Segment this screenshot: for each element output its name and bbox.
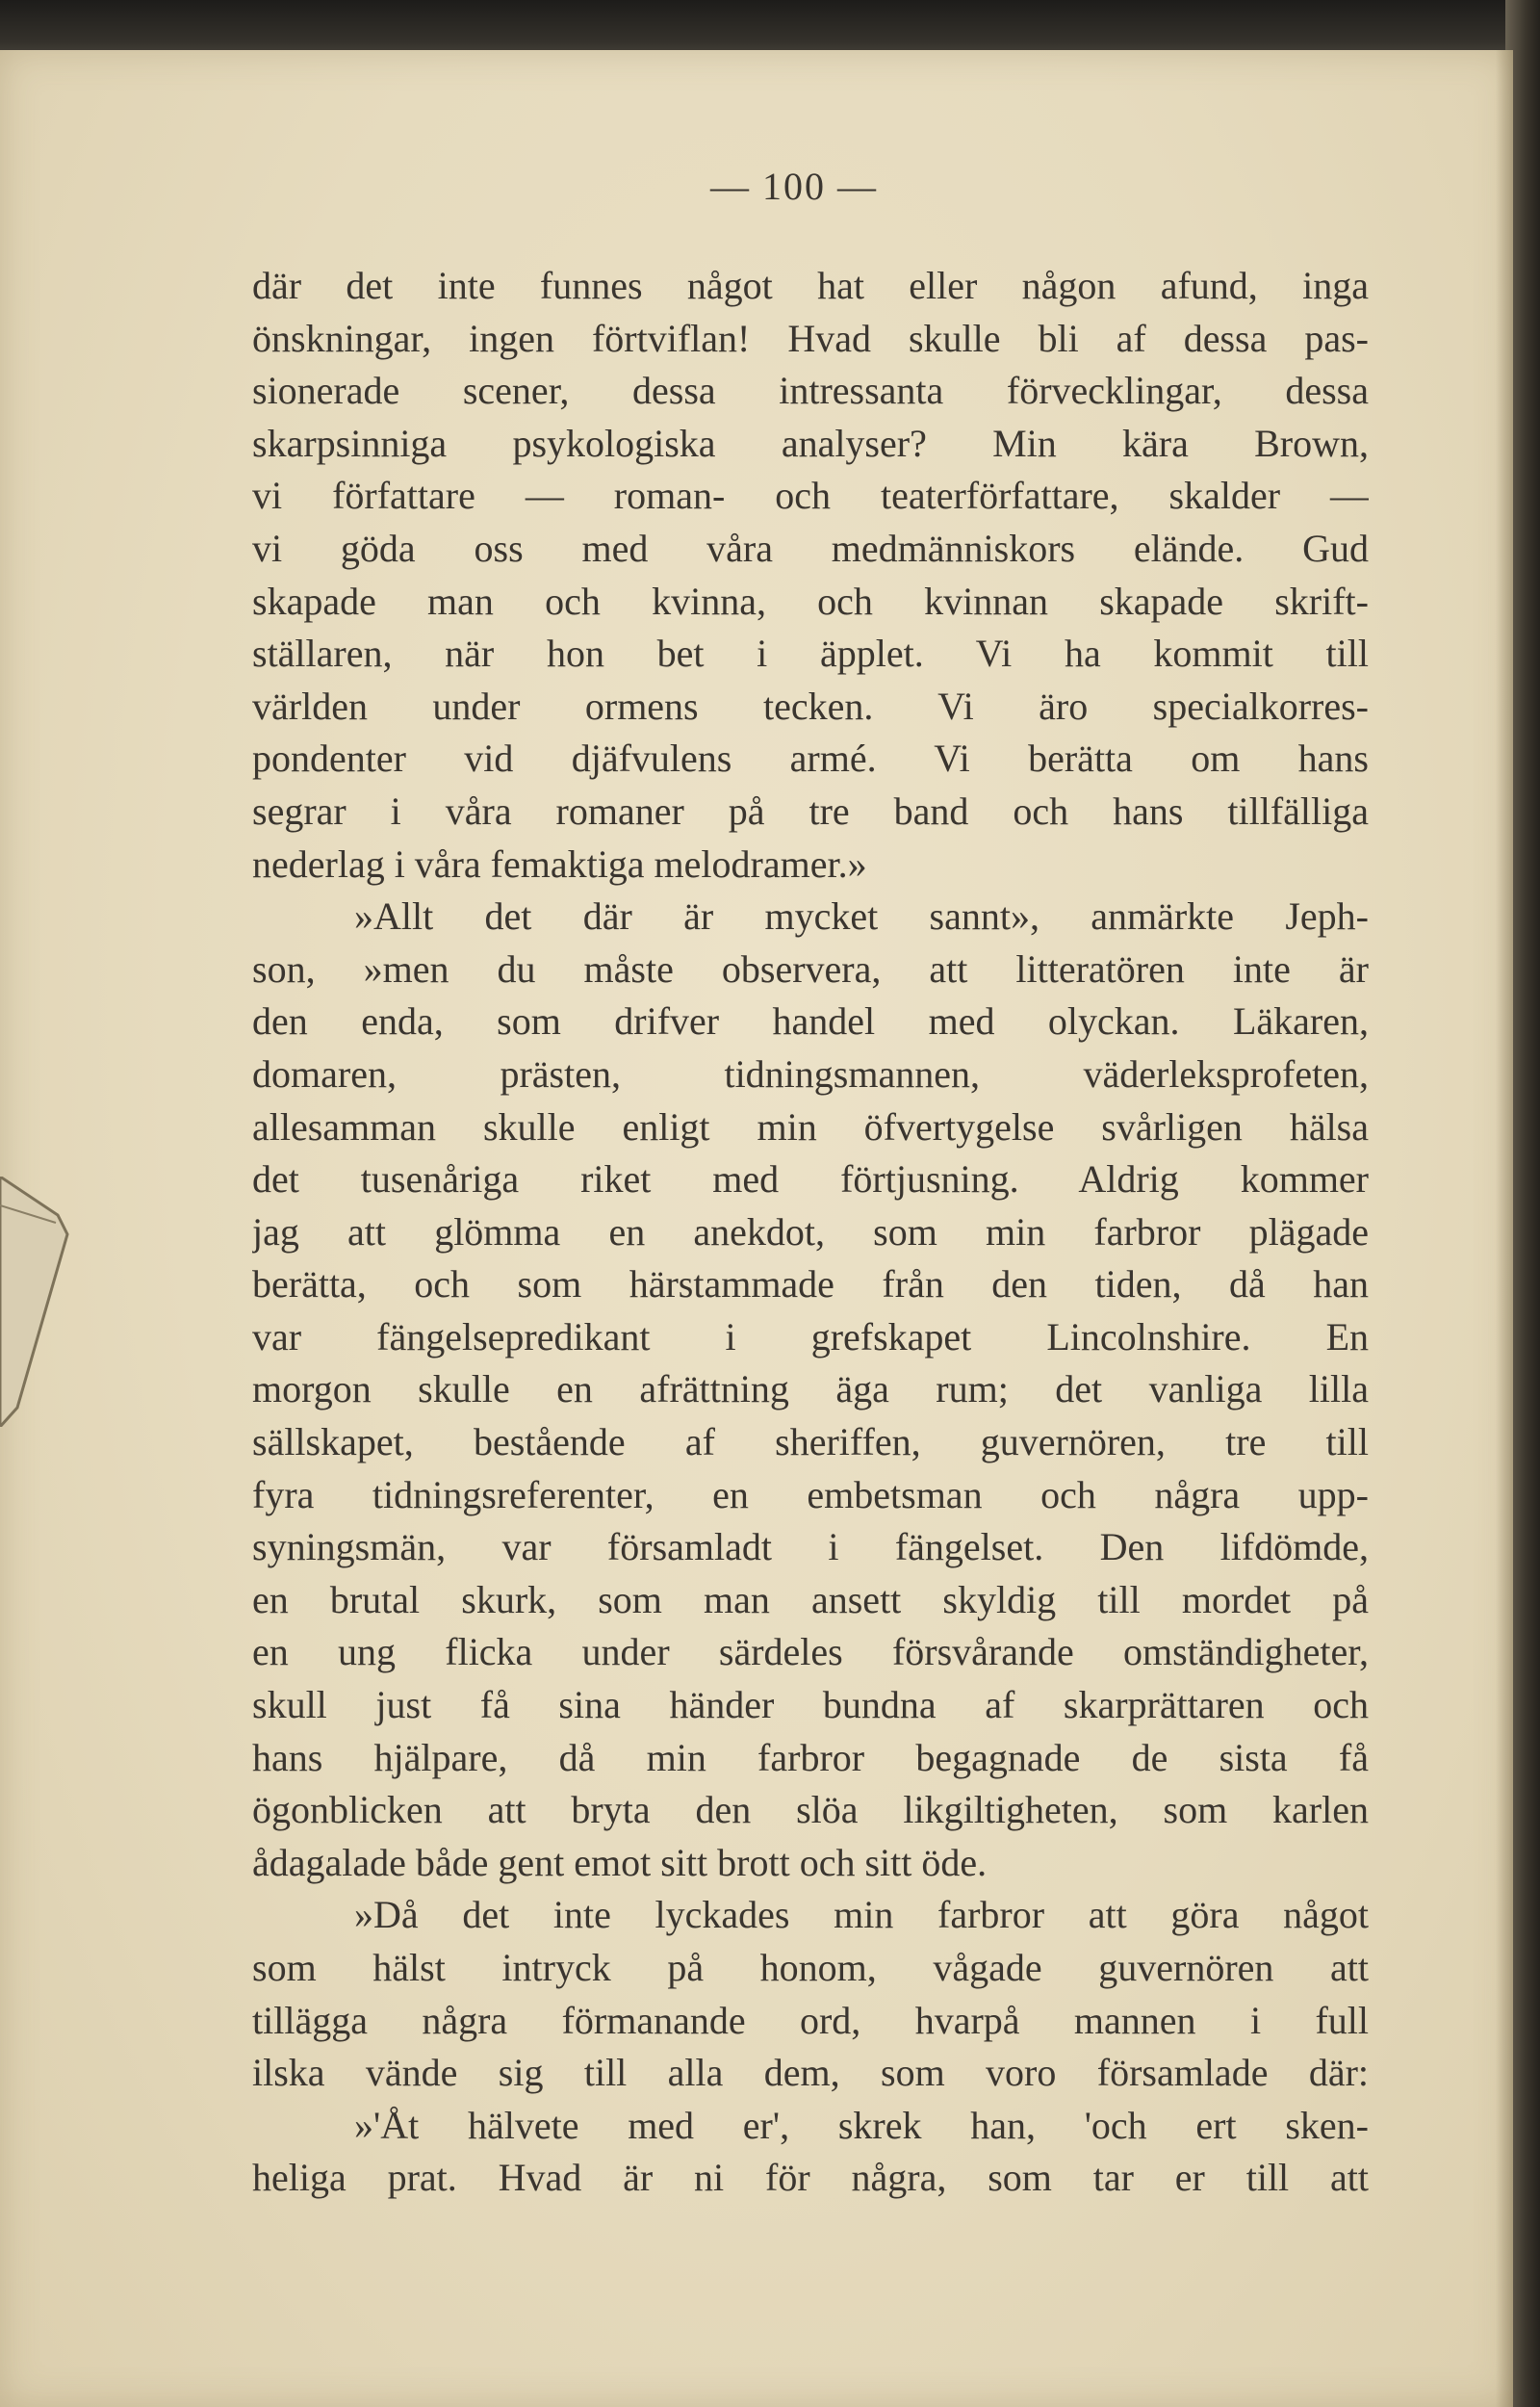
text-line: önskningar, ingen förtviflan! Hvad skulle bli af dessa pas-	[252, 316, 1369, 360]
bookmark-ribbon	[0, 1177, 87, 1427]
text-line: en ung flicka under särdeles försvårande omständigheter,	[252, 1630, 1369, 1674]
text-line: berätta, och som härstammade från den tiden, då han	[252, 1262, 1369, 1307]
text-line: sionerade scener, dessa intressanta förvecklingar, dessa	[252, 369, 1369, 413]
text-line: »Då det inte lyckades min farbror att göra något	[354, 1893, 1369, 1937]
text-line: skull just få sina händer bundna af skarprättaren och	[252, 1683, 1369, 1727]
text-line: världen under ormens tecken. Vi äro specialkorres-	[252, 684, 1369, 728]
text-line: jag att glömma en anekdot, som min farbror plägade	[252, 1209, 1369, 1254]
text-line: segrar i våra romaner på tre band och hans tillfälliga	[252, 789, 1369, 833]
text-line: »Allt det där är mycket sannt», anmärkte Jeph-	[354, 894, 1369, 939]
text-line: morgon skulle en afrättning äga rum; det vanliga lilla	[252, 1367, 1369, 1411]
text-line: en brutal skurk, som man ansett skyldig till mordet på	[252, 1577, 1369, 1621]
text-line: den enda, som drifver handel med olyckan. Läkaren,	[252, 999, 1369, 1044]
text-line: det tusenåriga riket med förtjusning. Aldrig kommer	[252, 1157, 1369, 1202]
text-line: hans hjälpare, då min farbror begagnade de sista få	[252, 1735, 1369, 1779]
text-line: ådagalade både gent emot sitt brott och sitt öde.	[252, 1840, 988, 1884]
text-line: heliga prat. Hvad är ni för några, som tar er till att	[252, 2156, 1369, 2200]
book-page	[0, 50, 1513, 2407]
text-line: pondenter vid djäfvulens armé. Vi berätta om hans	[252, 737, 1369, 781]
text-line: sällskapet, bestående af sheriffen, guvernören, tre till	[252, 1420, 1369, 1464]
text-line: fyra tidningsreferenter, en embetsman och några upp-	[252, 1472, 1369, 1516]
text-line: som hälst intryck på honom, vågade guvernören att	[252, 1946, 1369, 1989]
page-edge-shadow	[1496, 50, 1513, 2407]
text-line: ögonblicken att bryta den slöa likgiltigheten, som karlen	[252, 1788, 1369, 1832]
text-line: domaren, prästen, tidningsmannen, väderleksprofeten,	[252, 1051, 1369, 1096]
text-line: syningsmän, var församladt i fängelset. Den lifdömde,	[252, 1525, 1369, 1569]
text-line: ilska vände sig till alla dem, som voro församlade där:	[252, 2051, 1369, 2095]
text-line: där det inte funnes något hat eller någon afund, inga	[252, 264, 1369, 307]
text-line: allesamman skulle enligt min öfvertygelse svårligen hälsa	[252, 1104, 1369, 1149]
text-line: nederlag i våra femaktiga melodramer.»	[252, 841, 867, 886]
text-line: vi göda oss med våra medmänniskors elände. Gud	[252, 526, 1369, 570]
text-line: skarpsinniga psykologiska analyser? Min kära Brown,	[252, 421, 1369, 465]
text-line: son, »men du måste observera, att litteratören inte är	[252, 946, 1369, 991]
page-number-header: — 100 —	[710, 165, 878, 208]
text-line: vi författare — roman- och teaterförfattare, skalder —	[252, 474, 1369, 518]
text-line: »'Åt hälvete med er', skrek han, 'och ert sken-	[354, 2103, 1369, 2147]
text-line: skapade man och kvinna, och kvinnan skapade skrift-	[252, 579, 1369, 623]
text-block	[252, 260, 1369, 2205]
text-line: ställaren, när hon bet i äpplet. Vi ha kommit till	[252, 632, 1369, 676]
text-line: var fängelsepredikant i grefskapet Lincolnshire. En	[252, 1314, 1369, 1359]
text-line: tillägga några förmanande ord, hvarpå mannen i full	[252, 1998, 1369, 2042]
